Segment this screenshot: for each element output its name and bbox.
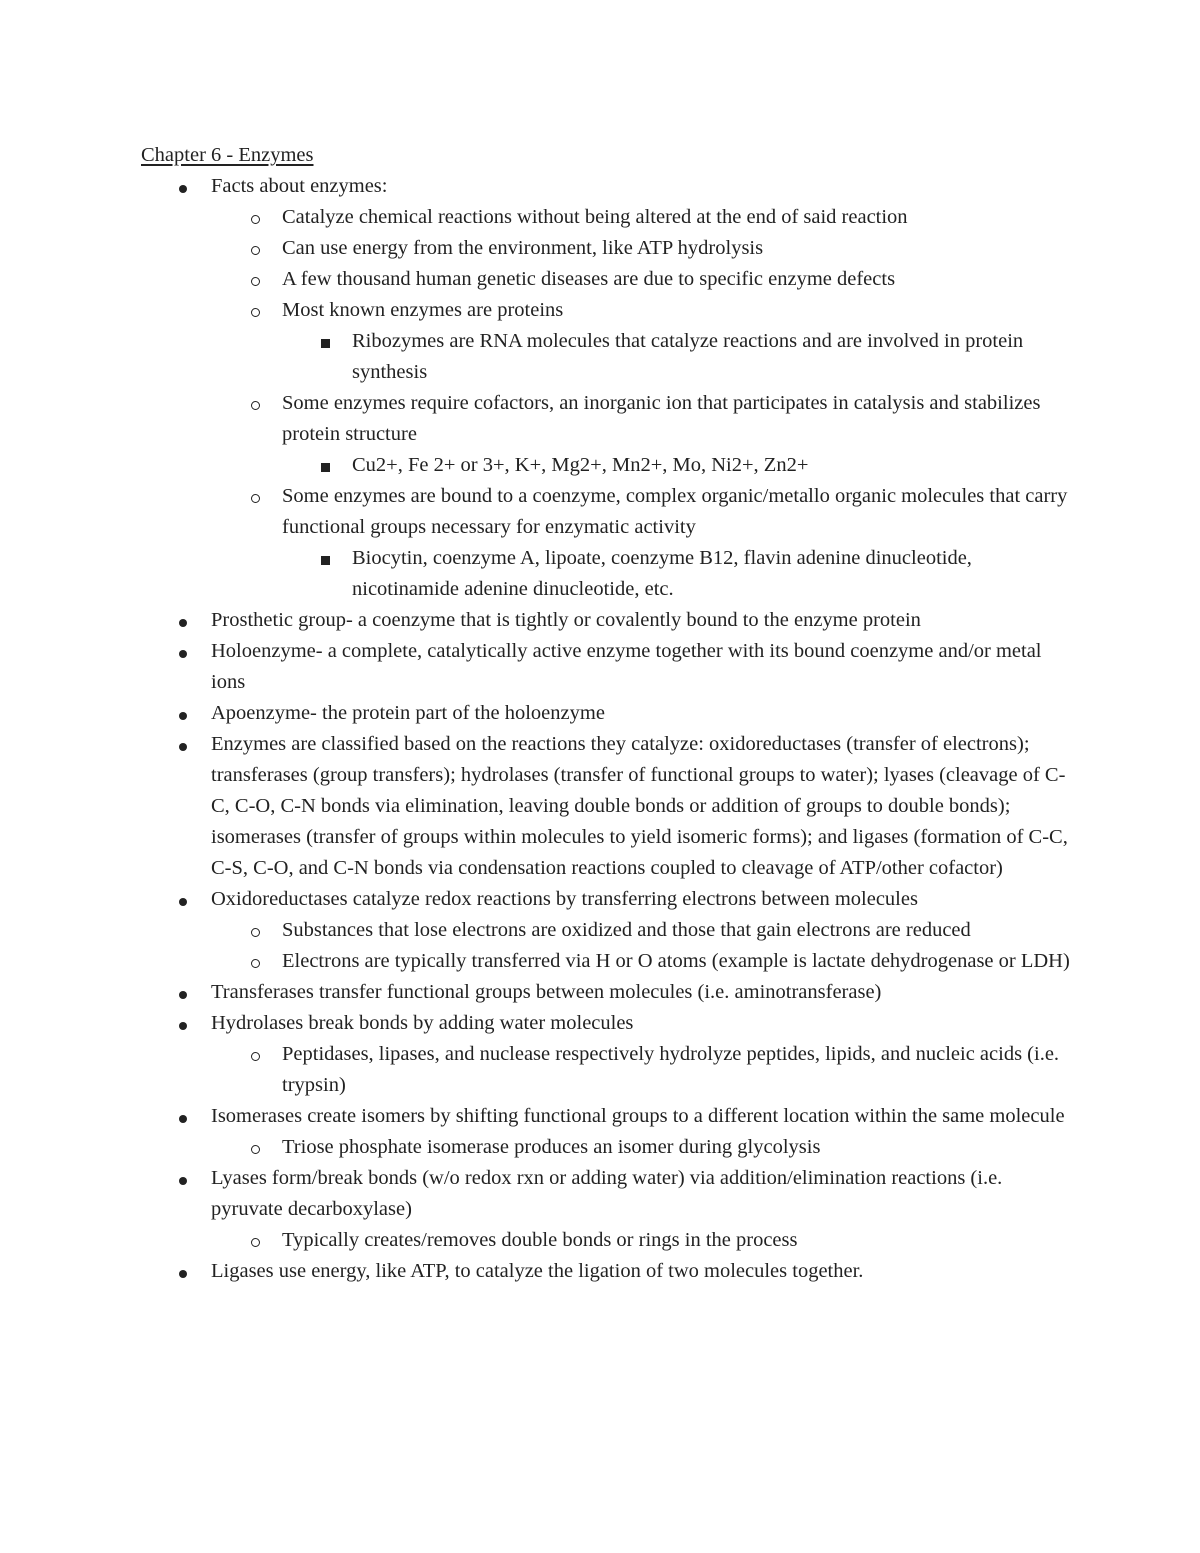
list-item-level-2 <box>141 388 1071 450</box>
bullet-circle-icon <box>245 1132 265 1163</box>
list-item-level-2 <box>141 233 1071 264</box>
list-item-text: Can use energy from the environment, like ATP hydrolysis <box>282 237 764 259</box>
bullet-dot-icon <box>173 605 193 636</box>
bullet-square-icon <box>315 543 335 574</box>
list-item-level-2 <box>141 946 1071 977</box>
bullet-circle-icon <box>245 946 265 977</box>
list-item-level-3 <box>141 450 1071 481</box>
bullet-circle-icon <box>245 202 265 233</box>
list-item-level-3 <box>141 326 1071 388</box>
bullet-dot-icon <box>173 729 193 760</box>
list-item-level-1 <box>141 884 1071 915</box>
list-item-level-2 <box>141 1132 1071 1163</box>
bullet-dot-icon <box>173 698 193 729</box>
list-item-text: Triose phosphate isomerase produces an isomer during glycolysis <box>282 1136 821 1158</box>
list-item-text: Hydrolases break bonds by adding water molecules <box>211 1012 634 1034</box>
list-item-text: Some enzymes are bound to a coenzyme, complex organic/metallo organic molecules that carry functional groups necessary for enzymatic activity <box>282 485 1068 538</box>
list-item-level-3 <box>141 543 1071 605</box>
bullet-circle-icon <box>245 264 265 295</box>
list-item-level-1 <box>141 1256 1071 1287</box>
bullet-circle-icon <box>245 295 265 326</box>
list-item-text: Oxidoreductases catalyze redox reactions by transferring electrons between molecules <box>211 888 918 910</box>
list-item-level-2 <box>141 1039 1071 1101</box>
list-item-text: Most known enzymes are proteins <box>282 299 564 321</box>
list-item-text: Ligases use energy, like ATP, to catalyze the ligation of two molecules together. <box>211 1260 864 1282</box>
list-item-level-1 <box>141 1008 1071 1039</box>
bullet-circle-icon <box>245 481 265 512</box>
list-item-text: Ribozymes are RNA molecules that catalyze reactions and are involved in protein synthesis <box>352 330 1024 383</box>
bullet-circle-icon <box>245 233 265 264</box>
bullet-dot-icon <box>173 1101 193 1132</box>
list-item-text: Lyases form/break bonds (w/o redox rxn or adding water) via addition/elimination reactions (i.e. pyruvate decarboxylase) <box>211 1167 1003 1220</box>
bullet-dot-icon <box>173 1163 193 1194</box>
list-item-text: Catalyze chemical reactions without being altered at the end of said reaction <box>282 206 908 228</box>
notes-list <box>141 171 1071 1287</box>
list-item-text: Prosthetic group- a coenzyme that is tightly or covalently bound to the enzyme protein <box>211 609 921 631</box>
list-item-level-1 <box>141 1163 1071 1225</box>
list-item-text: Peptidases, lipases, and nuclease respectively hydrolyze peptides, lipids, and nucleic acids (i.e. trypsin) <box>282 1043 1060 1096</box>
list-item-level-1 <box>141 636 1071 698</box>
list-item-text: Facts about enzymes: <box>211 175 388 197</box>
document-content <box>141 140 1071 1287</box>
list-item-text: Apoenzyme- the protein part of the holoenzyme <box>211 702 605 724</box>
bullet-dot-icon <box>173 636 193 667</box>
page-title: Chapter 6 - Enzymes <box>141 144 314 166</box>
list-item-level-2 <box>141 295 1071 326</box>
list-item-level-2 <box>141 1225 1071 1256</box>
list-item-text: Enzymes are classified based on the reactions they catalyze: oxidoreductases (transfer of electrons); transferases (group transfers); hydrolases (transfer of functional groups to water); lyases (cleavage of C-C, C-O, C-N bonds via elimination, leaving double bonds or addition of groups to double bonds); isomerases (transfer of groups within molecules to yield isomeric forms); and ligases (formation of C-C, C-S, C-O, and C-N bonds via condensation reactions coupled to cleavage of ATP/other cofactor) <box>211 733 1068 879</box>
list-item-text: Holoenzyme- a complete, catalytically active enzyme together with its bound coenzyme and/or metal ions <box>211 640 1042 693</box>
bullet-circle-icon <box>245 1039 265 1070</box>
list-item-level-2 <box>141 202 1071 233</box>
list-item-text: Electrons are typically transferred via H or O atoms (example is lactate dehydrogenase or LDH) <box>282 950 1070 972</box>
bullet-square-icon <box>315 450 335 481</box>
list-item-level-1 <box>141 1101 1071 1132</box>
bullet-dot-icon <box>173 977 193 1008</box>
list-item-text: Biocytin, coenzyme A, lipoate, coenzyme B12, flavin adenine dinucleotide, nicotinamide adenine dinucleotide, etc. <box>352 547 972 600</box>
list-item-level-1 <box>141 605 1071 636</box>
bullet-circle-icon <box>245 388 265 419</box>
list-item-text: Some enzymes require cofactors, an inorganic ion that participates in catalysis and stabilizes protein structure <box>282 392 1041 445</box>
list-item-text: Isomerases create isomers by shifting functional groups to a different location within the same molecule <box>211 1105 1065 1127</box>
list-item-text: A few thousand human genetic diseases are due to specific enzyme defects <box>282 268 896 290</box>
list-item-level-1 <box>141 729 1071 884</box>
list-item-level-1 <box>141 171 1071 202</box>
bullet-circle-icon <box>245 915 265 946</box>
list-item-level-2 <box>141 264 1071 295</box>
bullet-dot-icon <box>173 1008 193 1039</box>
list-item-text: Cu2+, Fe 2+ or 3+, K+, Mg2+, Mn2+, Mo, Ni2+, Zn2+ <box>352 454 809 476</box>
list-item-text: Transferases transfer functional groups between molecules (i.e. aminotransferase) <box>211 981 882 1003</box>
bullet-square-icon <box>315 326 335 357</box>
bullet-dot-icon <box>173 1256 193 1287</box>
list-item-level-1 <box>141 977 1071 1008</box>
list-item-level-1 <box>141 698 1071 729</box>
list-item-text: Typically creates/removes double bonds or rings in the process <box>282 1229 798 1251</box>
bullet-circle-icon <box>245 1225 265 1256</box>
list-item-text: Substances that lose electrons are oxidized and those that gain electrons are reduced <box>282 919 971 941</box>
list-item-level-2 <box>141 481 1071 543</box>
bullet-dot-icon <box>173 884 193 915</box>
list-item-level-2 <box>141 915 1071 946</box>
bullet-dot-icon <box>173 171 193 202</box>
